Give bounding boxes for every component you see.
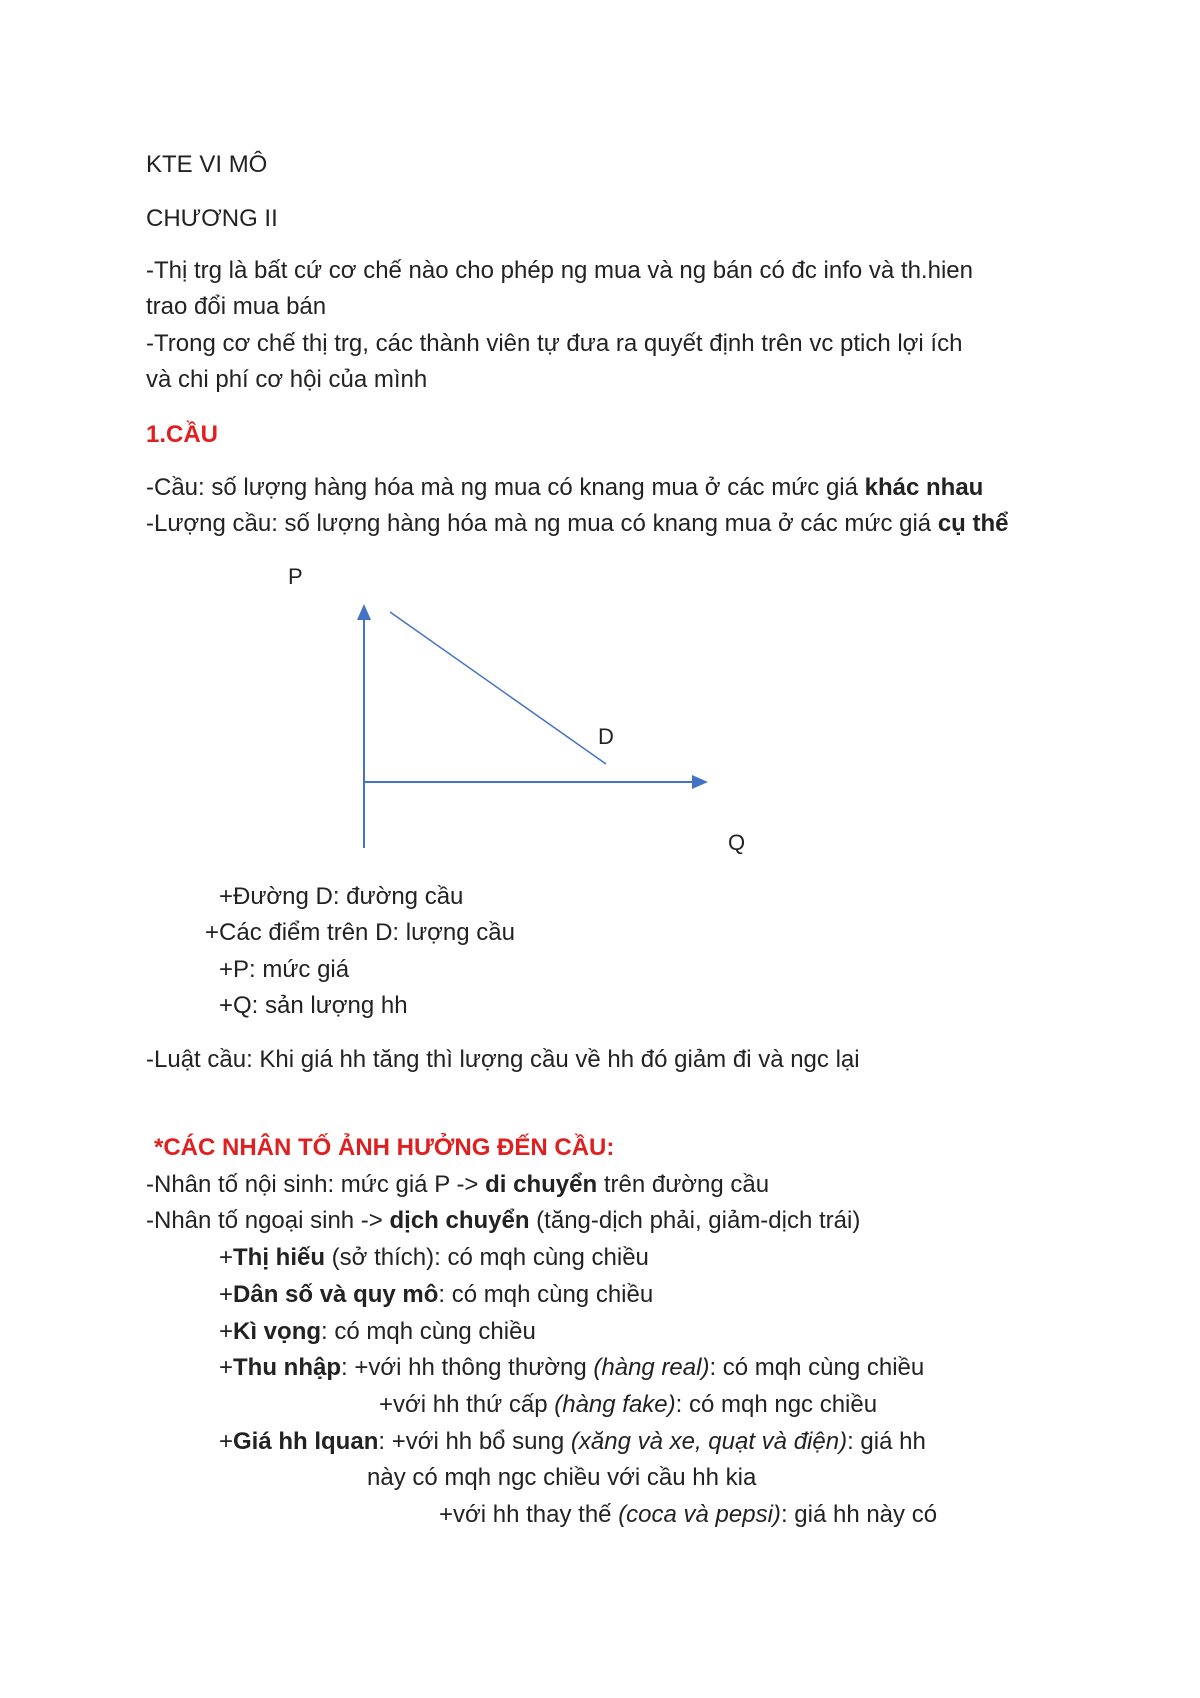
factor-gia-italic: (xăng và xe, quạt và điện) <box>570 1428 848 1455</box>
factor-gia-substitute-rest: : giá hh này có <box>780 1501 938 1528</box>
factor-thu-nhap-inferior <box>379 1390 877 1420</box>
factor-thu-nhap-text: : +với hh thông thường <box>341 1354 594 1381</box>
factor-dan-so-text: : có mqh cùng chiều <box>438 1281 654 1308</box>
factor-thi-hieu-bold: Thị hiếu <box>233 1244 326 1271</box>
chapter-title: CHƯƠNG II <box>146 205 278 232</box>
definition-cau-text: -Cầu: số lượng hàng hóa mà ng mua có knang mua ở các mức giá <box>146 474 865 501</box>
factor-ngoai-sinh-bold: dịch chuyển <box>389 1207 530 1234</box>
factor-gia-rest: : giá hh <box>847 1428 926 1455</box>
factor-thu-nhap-inferior-rest: : có mqh ngc chiều <box>675 1391 878 1418</box>
factor-ki-vong-bold: Kì vọng <box>233 1318 322 1345</box>
intro-paragraph-2-line-1: -Trong cơ chế thị trg, các thành viên tự đưa ra quyết định trên vc ptich lợi ích <box>146 330 963 357</box>
intro-paragraph-1-line-1: -Thị trg là bất cứ cơ chế nào cho phép ng mua và ng bán có đc info và th.hien <box>146 257 973 284</box>
factor-ngoai-sinh <box>146 1206 860 1236</box>
intro-paragraph-1-line-2: trao đổi mua bán <box>146 293 327 320</box>
factor-gia-substitute <box>439 1500 937 1530</box>
factor-noi-sinh-suffix: trên đường cầu <box>597 1171 770 1198</box>
factor-thu-nhap-bold: Thu nhập <box>233 1354 341 1381</box>
factor-ki-vong: +Kì vọng: có mqh cùng chiều <box>219 1318 536 1345</box>
x-axis-arrowhead <box>692 775 708 789</box>
factor-gia-substitute-text: +với hh thay thế <box>439 1501 619 1528</box>
factor-gia-substitute-italic: (coca và pepsi) <box>618 1501 781 1528</box>
factor-thi-hieu-text: (sở thích): có mqh cùng chiều <box>325 1244 649 1271</box>
factor-gia-complement-continued: này có mqh ngc chiều với cầu hh kia <box>367 1464 757 1491</box>
factor-thu-nhap-inferior-italic: (hàng fake) <box>554 1391 676 1418</box>
factor-noi-sinh-bold: di chuyển <box>485 1171 598 1198</box>
legend-line-3: +P: mức giá <box>219 956 350 983</box>
factor-thi-hieu: +Thị hiếu (sở thích): có mqh cùng chiều <box>219 1244 649 1271</box>
definition-cau-bold: khác nhau <box>864 474 984 501</box>
factor-gia-text: : +với hh bổ sung <box>378 1428 571 1455</box>
factors-heading: *CÁC NHÂN TỐ ẢNH HƯỞNG ĐẾN CẦU: <box>154 1134 615 1161</box>
factor-noi-sinh <box>146 1170 769 1200</box>
factor-thu-nhap-rest: : có mqh cùng chiều <box>709 1354 925 1381</box>
definition-luong-cau-bold: cụ thể <box>937 510 1009 537</box>
factor-noi-sinh-text: -Nhân tố nội sinh: mức giá P -> <box>146 1171 486 1198</box>
law-of-demand: -Luật cầu: Khi giá hh tăng thì lượng cầu về hh đó giảm đi và ngc lại <box>146 1046 860 1073</box>
doc-title: KTE VI MÔ <box>146 151 268 178</box>
legend-line-1: +Đường D: đường cầu <box>219 883 464 910</box>
legend-line-4: +Q: sản lượng hh <box>219 992 408 1019</box>
section-heading-cau: 1.CẦU <box>146 421 219 448</box>
factor-dan-so: +Dân số và quy mô: có mqh cùng chiều <box>219 1281 654 1308</box>
factor-dan-so-bold: Dân số và quy mô <box>233 1281 439 1308</box>
legend-line-2: +Các điểm trên D: lượng cầu <box>205 919 515 946</box>
x-axis-label: Q <box>728 830 746 855</box>
y-axis-label: P <box>288 564 303 589</box>
factor-thu-nhap-inferior-text: +với hh thứ cấp <box>379 1391 555 1418</box>
demand-curve-label: D <box>598 724 614 749</box>
factor-gia-lien-quan: +Giá hh lquan: +với hh bổ sung (xăng và xe, quạt và điện): giá hh <box>219 1428 926 1455</box>
factor-gia-bold: Giá hh lquan <box>233 1428 379 1455</box>
intro-paragraph-2-line-2: và chi phí cơ hội của mình <box>146 366 428 393</box>
demand-curve-line <box>390 612 606 764</box>
factor-ngoai-sinh-text: -Nhân tố ngoại sinh -> <box>146 1207 390 1234</box>
factor-ngoai-sinh-suffix: (tăng-dịch phải, giảm-dịch trái) <box>529 1207 861 1234</box>
factor-ki-vong-text: : có mqh cùng chiều <box>321 1318 536 1345</box>
y-axis-arrowhead <box>357 604 371 620</box>
factor-thu-nhap: +Thu nhập: +với hh thông thường (hàng real): có mqh cùng chiều <box>219 1354 925 1381</box>
definition-luong-cau-text: -Lượng cầu: số lượng hàng hóa mà ng mua có knang mua ở các mức giá <box>146 510 938 537</box>
factor-thu-nhap-italic: (hàng real) <box>593 1354 710 1381</box>
